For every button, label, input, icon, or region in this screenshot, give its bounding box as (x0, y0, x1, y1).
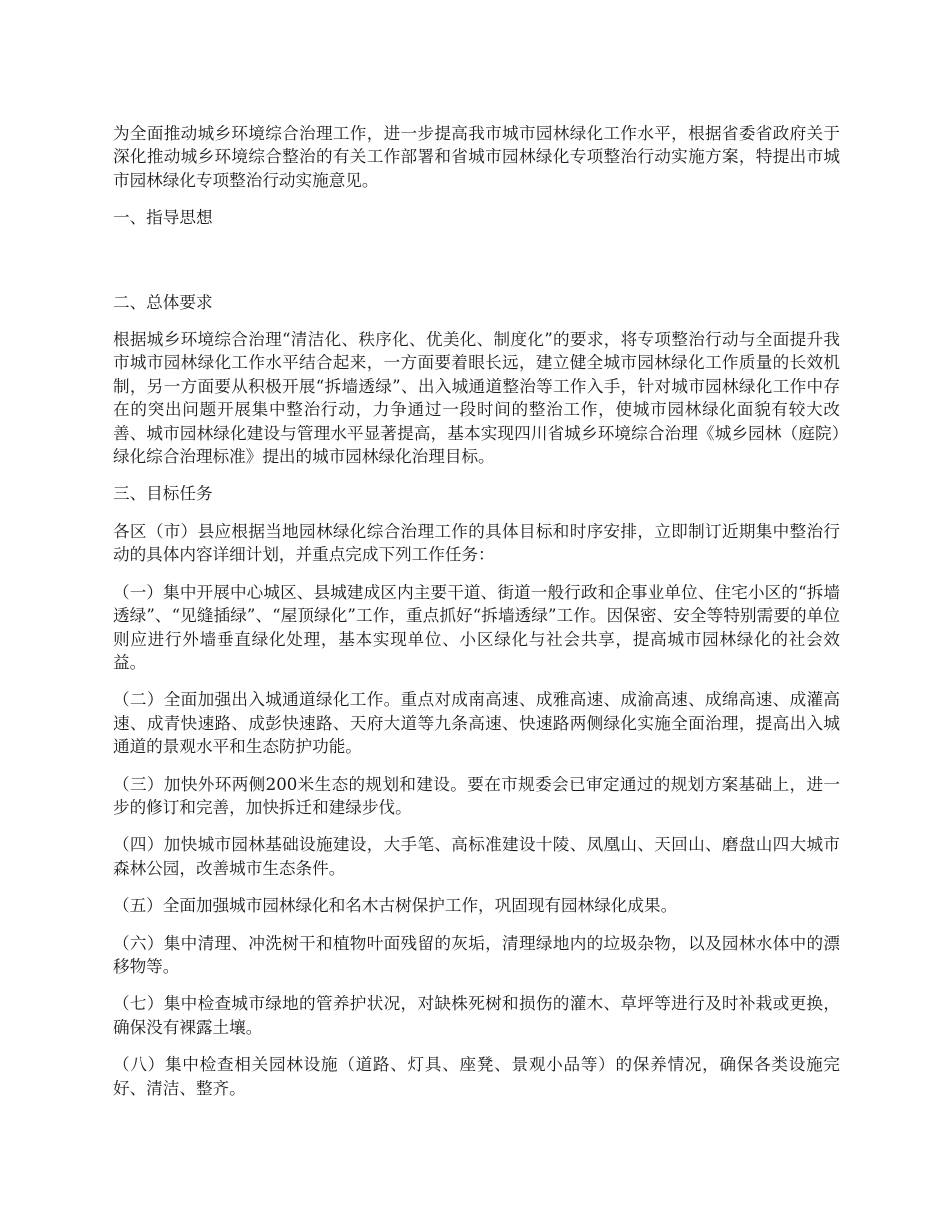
task-item-6: （六）集中清理、冲洗树干和植物叶面残留的灰垢，清理绿地内的垃圾杂物，以及园林水体中的漂移物等。 (113, 933, 840, 976)
task-item-2: （二）全面加强出入城通道绿化工作。重点对成南高速、成雅高速、成渝高速、成绵高速、成灌高速、成青快速路、成彭快速路、天府大道等九条高速、快速路两侧绿化实施全面治理，提高出入城通道的景观水平和生态防护功能。 (113, 690, 840, 757)
task-item-1: （一）集中开展中心城区、县城建成区内主要干道、街道一般行政和企事业单位、住宅小区的“拆墙透绿”、“见缝插绿”、“屋顶绿化”工作，重点抓好“拆墙透绿”工作。因保密、安全等特别需要的单位则应进行外墙垂直绿化处理，基本实现单位、小区绿化与社会共享，提高城市园林绿化的社会效益。 (113, 582, 840, 672)
document-body (113, 122, 840, 1114)
section-heading-guiding-ideology: 一、指导思想 (113, 208, 213, 228)
section-heading-target-tasks: 三、目标任务 (113, 484, 213, 504)
task-item-5: （五）全面加强城市园林绿化和名木古树保护工作，巩固现有园林绿化成果。 (113, 896, 678, 916)
task-item-4: （四）加快城市园林基础设施建设，大手笔、高标准建设十陵、凤凰山、天回山、磨盘山四大城市森林公园，改善城市生态条件。 (113, 835, 840, 878)
blank-space (113, 244, 840, 291)
task-item-7: （七）集中检查城市绿地的管养护状况，对缺株死树和损伤的灌木、草坪等进行及时补栽或更换，确保没有裸露土壤。 (113, 994, 840, 1037)
task-item-3: （三）加快外环两侧200米生态的规划和建设。要在市规委会已审定通过的规划方案基础上，进一步的修订和完善，加快拆迁和建绿步伐。 (113, 774, 840, 817)
section-heading-overall-requirements: 二、总体要求 (113, 292, 213, 312)
overall-requirements-paragraph: 根据城乡环境综合治理“清洁化、秩序化、优美化、制度化”的要求，将专项整治行动与全面提升我市城市园林绿化工作水平结合起来，一方面要着眼长远，建立健全城市园林绿化工作质量的长效机制，另一方面要从积极开展“拆墙透绿”、出入城通道整治等工作入手，针对城市园林绿化工作中存在的突出问题开展集中整治行动，力争通过一段时间的整治工作，使城市园林绿化面貌有较大改善、城市园林绿化建设与管理水平显著提高，基本实现四川省城乡环境综合治理《城乡园林（庭院）绿化综合治理标准》提出的城市园林绿化治理目标。 (113, 330, 840, 467)
target-tasks-intro-paragraph: 各区（市）县应根据当地园林绿化综合治理工作的具体目标和时序安排，立即制订近期集中整治行动的具体内容详细计划，并重点完成下列工作任务： (113, 521, 840, 565)
intro-paragraph: 为全面推动城乡环境综合治理工作，进一步提高我市城市园林绿化工作水平，根据省委省政府关于深化推动城乡环境综合整治的有关工作部署和省城市园林绿化专项整治行动实施方案，特提出市城市园林绿化专项整治行动实施意见。 (113, 124, 840, 190)
task-item-8: （八）集中检查相关园林设施（道路、灯具、座凳、景观小品等）的保养情况，确保各类设施完好、清洁、整齐。 (113, 1055, 840, 1098)
